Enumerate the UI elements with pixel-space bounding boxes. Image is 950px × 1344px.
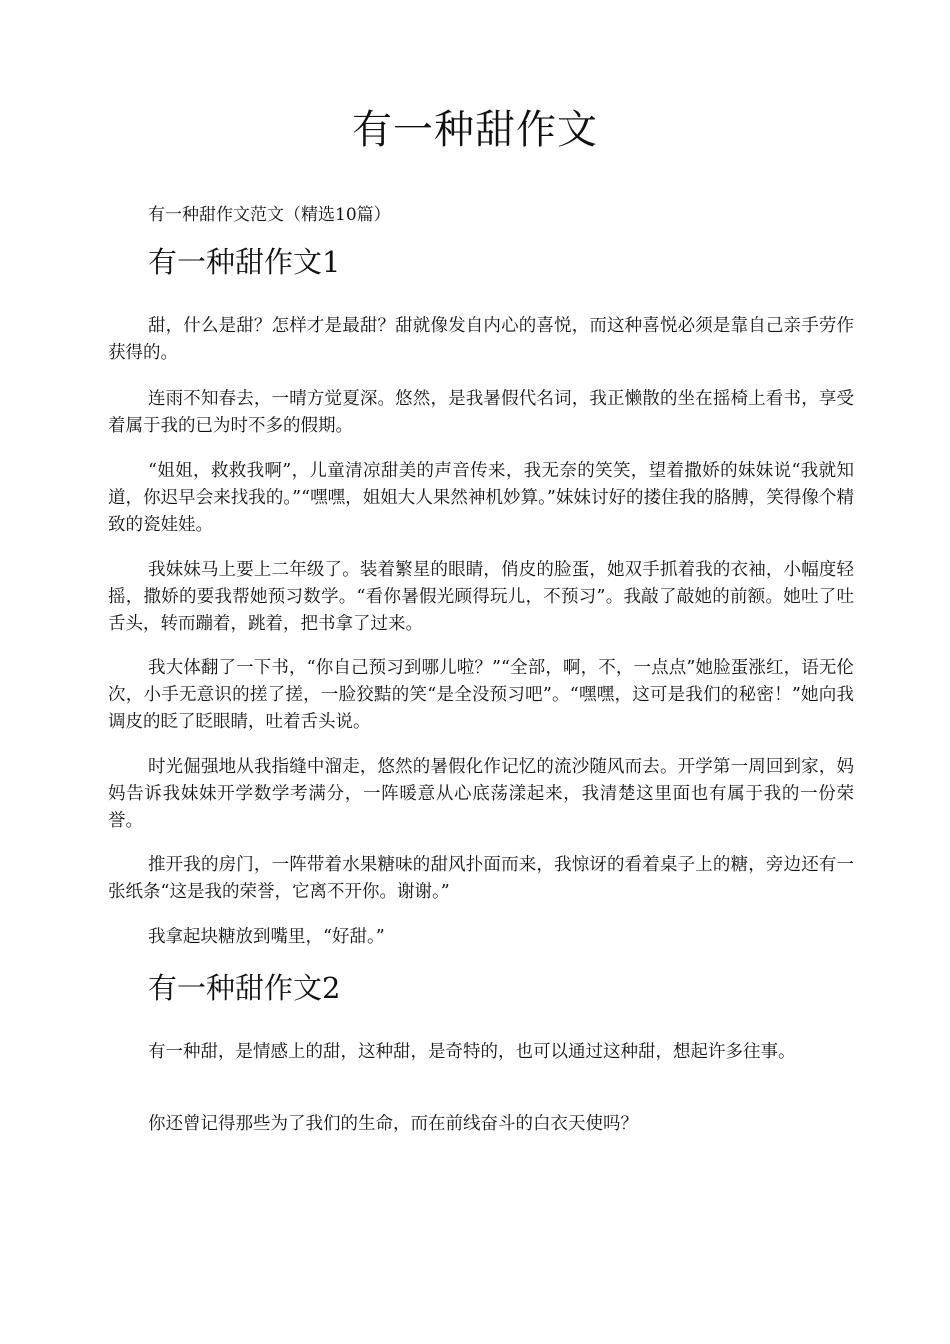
document-title: 有一种甜作文 bbox=[352, 107, 598, 153]
paragraph: 有一种甜，是情感上的甜，这种甜，是奇特的，也可以通过这种甜，想起许多往事。 bbox=[148, 1042, 796, 1062]
paragraph: 我妹妹马上要上二年级了。装着繁星的眼睛，俏皮的脸蛋，她双手抓着我的衣袖，小幅度轻摇，撒娇的要我帮她预习数学。“看你暑假光顾得玩儿，不预习”。我敲了敲她的前额。她吐了吐舌头，转而蹦着，跳着，把书拿了过来。 bbox=[108, 560, 854, 634]
document-subtitle: 有一种甜作文范文（精选10篇） bbox=[148, 205, 391, 225]
paragraph: 连雨不知春去，一晴方觉夏深。悠然，是我暑假代名词，我正懒散的坐在摇椅上看书，享受着属于我的已为时不多的假期。 bbox=[108, 389, 854, 436]
paragraph: 甜，什么是甜？怎样才是最甜？甜就像发自内心的喜悦，而这种喜悦必须是靠自己亲手劳作获得的。 bbox=[108, 316, 854, 363]
paragraph: 你还曾记得那些为了我们的生命，而在前线奋斗的白衣天使吗？ bbox=[148, 1114, 638, 1134]
section-heading-2: 有一种甜作文2 bbox=[148, 971, 341, 1005]
paragraph: “姐姐，救救我啊”，儿童清凉甜美的声音传来，我无奈的笑笑，望着撒娇的妹妹说“我就知道，你迟早会来找我的。”“嘿嘿，姐姐大人果然神机妙算。”妹妹讨好的搂住我的胳膊，笑得像个精致的瓷娃娃。 bbox=[108, 461, 854, 535]
paragraph: 推开我的房门，一阵带着水果糖味的甜风扑面而来，我惊讶的看着桌子上的糖，旁边还有一张纸条“这是我的荣誉，它离不开你。谢谢。” bbox=[108, 855, 854, 902]
paragraph: 时光倔强地从我指缝中溜走，悠然的暑假化作记忆的流沙随风而去。开学第一周回到家，妈妈告诉我妹妹开学数学考满分，一阵暖意从心底荡漾起来，我清楚这里面也有属于我的一份荣誉。 bbox=[108, 757, 854, 831]
paragraph: 我拿起块糖放到嘴里，“好甜。” bbox=[148, 927, 385, 947]
paragraph: 我大体翻了一下书，“你自己预习到哪儿啦？”“全部，啊，不，一点点”她脸蛋涨红，语无伦次，小手无意识的搓了搓，一脸狡黠的笑“是全没预习吧”。“嘿嘿，这可是我们的秘密！”她向我调皮的眨了眨眼睛，吐着舌头说。 bbox=[108, 658, 854, 732]
section-heading-1: 有一种甜作文1 bbox=[148, 245, 341, 279]
